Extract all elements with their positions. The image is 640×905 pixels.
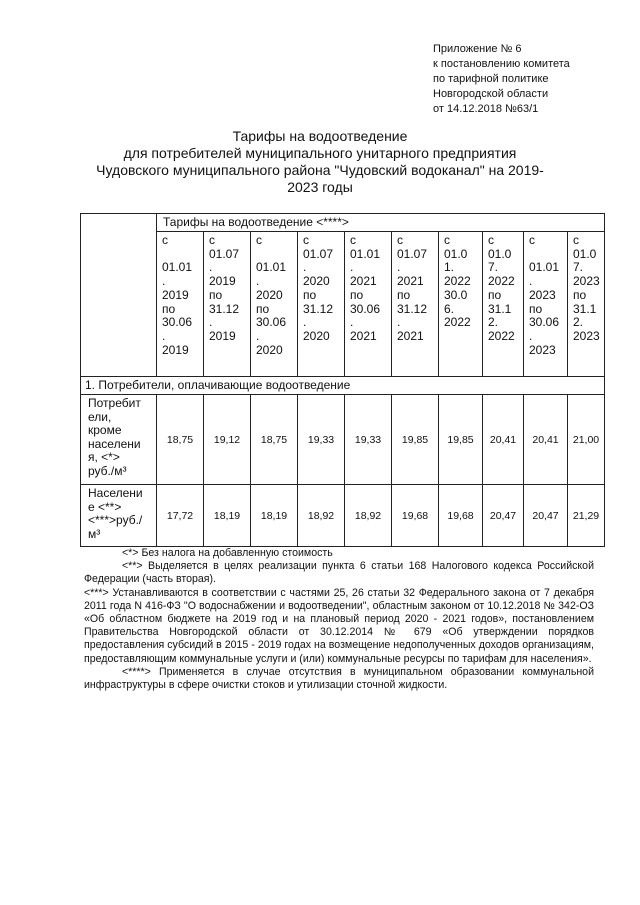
period-line: по	[303, 287, 317, 302]
row-label-consumers	[81, 395, 157, 485]
row-label-line: Населени	[88, 486, 143, 500]
period-line: по	[529, 301, 543, 316]
period-line	[162, 248, 199, 262]
period-line: 6.	[444, 301, 455, 316]
footnotes	[84, 547, 594, 692]
period-line: по	[256, 301, 270, 316]
value-cell: 20,47	[524, 485, 568, 547]
value-cell: 18,75	[251, 395, 298, 485]
appendix-line: Приложение № 6	[433, 43, 522, 55]
row-label-line: м³	[88, 526, 101, 541]
period-line: с	[488, 233, 494, 247]
period-header	[568, 232, 605, 377]
footnote-tax-code: <**> Выделяется в целях реализации пункта 6 статьи 168 Налогового кодекса Российской Федерации (часть вторая).	[84, 560, 594, 586]
period-line: 2022	[444, 274, 471, 289]
period-line: 2.	[573, 315, 584, 330]
period-line: 2020	[256, 342, 283, 357]
value-cell: 21,00	[568, 395, 605, 485]
period-line: по	[573, 287, 587, 302]
period-line: .	[209, 260, 213, 275]
footnote-vat: <*> Без налога на добавленную стоимость	[122, 547, 333, 559]
period-line: 7.	[573, 260, 584, 275]
period-line: с	[162, 233, 168, 247]
row-label-population	[81, 485, 157, 547]
period-line: 01.01	[350, 246, 381, 261]
period-line: 2020	[303, 274, 330, 289]
value-cell: 19,33	[345, 395, 392, 485]
section-row	[81, 377, 605, 395]
period-line: 30.0	[444, 287, 468, 302]
period-line: с	[303, 233, 309, 247]
period-line: 1.	[444, 260, 455, 275]
period-line: 2019	[209, 328, 236, 343]
period-line: 2021	[397, 274, 424, 289]
period-line: .	[397, 315, 401, 330]
period-line: .	[303, 260, 307, 275]
period-line: 01.0	[444, 246, 468, 261]
period-line: с	[444, 233, 450, 247]
row-label-line: <***>руб./	[88, 513, 143, 527]
period-line: по	[162, 301, 176, 316]
row-label-line: ели,	[88, 409, 112, 424]
period-line: 30.06	[256, 315, 287, 330]
period-line: 31.1	[573, 301, 597, 316]
period-line: 2019	[162, 342, 189, 357]
row-label-line: Потребит	[88, 396, 141, 410]
value-cell: 18,19	[204, 485, 251, 547]
value-cell: 20,47	[483, 485, 524, 547]
period-line: 01.07	[209, 246, 240, 261]
period-line: по	[488, 287, 502, 302]
table-row	[81, 485, 605, 547]
appendix-line: Новгородской области	[433, 88, 549, 100]
period-line: 2022	[444, 315, 471, 330]
period-line: 01.07	[303, 246, 334, 261]
period-line: 2021	[350, 274, 377, 289]
value-cell: 19,68	[392, 485, 439, 547]
period-header	[204, 232, 251, 377]
period-header	[483, 232, 524, 377]
period-line: 2023	[529, 342, 556, 357]
period-line: 31.12	[397, 301, 428, 316]
period-line: 2019	[209, 274, 236, 289]
period-line: по	[209, 287, 223, 302]
period-line: 2023	[573, 328, 600, 343]
period-header	[392, 232, 439, 377]
period-line: 2021	[397, 328, 424, 343]
period-line: 31.1	[488, 301, 512, 316]
period-line: .	[162, 274, 166, 289]
row-label-line: кроме	[88, 423, 122, 437]
row-label-line: руб./м³	[88, 463, 127, 478]
period-line: 31.12	[303, 301, 334, 316]
period-line: .	[162, 328, 166, 343]
tariff-table	[80, 213, 605, 547]
value-cell: 19,12	[204, 395, 251, 485]
appendix-line: к постановлению комитета	[433, 58, 570, 70]
period-line: с	[529, 233, 535, 247]
period-line: 01.01	[529, 260, 560, 275]
period-line: .	[256, 328, 260, 343]
period-line: 2019	[162, 287, 189, 302]
period-line: с	[397, 233, 403, 247]
period-line: 30.06	[529, 315, 560, 330]
period-line: 01.07	[397, 246, 428, 261]
period-line: по	[397, 287, 411, 302]
footnote-applicability: <****> Применяется в случае отсутствия в муниципальном образовании коммунальной инфраструктуры в сфере очистки стоков и утилизации сточной жидкости.	[84, 665, 594, 692]
period-line: по	[350, 287, 364, 302]
value-cell: 17,72	[157, 485, 204, 547]
period-header	[298, 232, 345, 377]
period-line: 31.12	[209, 301, 240, 316]
value-cell: 18,19	[251, 485, 298, 547]
value-cell: 19,33	[298, 395, 345, 485]
value-cell: 18,92	[345, 485, 392, 547]
period-line: с	[209, 233, 215, 247]
period-line: .	[303, 315, 307, 330]
period-line: 2020	[256, 287, 283, 302]
period-line: .	[209, 315, 213, 330]
row-label-line: населени	[88, 436, 141, 451]
period-line: 30.06	[162, 315, 193, 330]
period-line: 2023	[529, 287, 556, 302]
title-line: для потребителей муниципального унитарного предприятия	[123, 145, 517, 161]
period-line: .	[529, 274, 533, 289]
value-cell: 21,29	[568, 485, 605, 547]
row-label-line: е <**>	[88, 499, 122, 514]
period-header	[345, 232, 392, 377]
period-line	[256, 248, 293, 262]
value-cell: 18,75	[157, 395, 204, 485]
period-line: 2022	[488, 328, 515, 343]
period-line: 01.0	[488, 246, 512, 261]
title-line: 2023 годы	[287, 179, 353, 195]
appendix-line: от 14.12.2018 №63/1	[433, 103, 539, 115]
period-line: .	[350, 260, 354, 275]
period-header	[524, 232, 568, 377]
value-cell: 19,85	[392, 395, 439, 485]
period-row	[81, 232, 605, 377]
row-label-line: я, <*>	[88, 450, 120, 464]
period-line: 2022	[488, 274, 515, 289]
section-title: 1. Потребители, оплачивающие водоотведение	[81, 377, 605, 395]
value-cell: 20,41	[483, 395, 524, 485]
period-line: 30.06	[350, 301, 381, 316]
period-line: .	[529, 328, 533, 343]
period-line: .	[397, 260, 401, 275]
period-line: 01.0	[573, 246, 597, 261]
appendix-reference	[433, 42, 570, 117]
period-line: 01.01	[256, 260, 287, 275]
title-line: Тарифы на водоотведение	[232, 128, 408, 144]
period-line	[529, 248, 563, 262]
period-line: 2023	[573, 274, 600, 289]
period-header	[157, 232, 204, 377]
table-row	[81, 395, 605, 485]
document-title	[70, 128, 570, 196]
period-line: 7.	[488, 260, 499, 275]
value-cell: 18,92	[298, 485, 345, 547]
corner-cell	[81, 214, 157, 377]
appendix-line: по тарифной политике	[433, 73, 549, 85]
period-line: с	[350, 233, 356, 247]
period-line: 2021	[350, 328, 377, 343]
table-header-row	[81, 214, 605, 232]
value-cell: 19,68	[439, 485, 483, 547]
period-line: с	[573, 233, 579, 247]
period-line: .	[350, 315, 354, 330]
group-header: Тарифы на водоотведение <****>	[157, 214, 605, 232]
period-line: с	[256, 233, 262, 247]
value-cell: 20,41	[524, 395, 568, 485]
period-header	[439, 232, 483, 377]
period-line: 01.01	[162, 260, 193, 275]
title-line: Чудовского муниципального района "Чудовский водоканал" на 2019-	[96, 162, 544, 178]
period-line: .	[256, 274, 260, 289]
period-line: 2.	[488, 315, 499, 330]
period-line: 2020	[303, 328, 330, 343]
footnote-legal-basis: <***> Устанавливаются в соответствии с частями 25, 26 статьи 32 Федерального закона от 7 декабря 2011 года N 416-ФЗ "О водоснабжении и водоотведении", областным законом от 10.12.2018 № 342-ОЗ «Об областном бюджете на 2019 год и на плановый период 2020 - 2021 годов», постановлением Правительства Новгородской области от 30.12.2014 № 679 «Об утверждении порядков предоставления субсидий в 2015 - 2019 годах на возмещение недополученных доходов организациям, предоставляющим коммунальные услуги и (или) коммунальные ресурсы по тарифам для населения».	[84, 586, 594, 665]
period-header	[251, 232, 298, 377]
value-cell: 19,85	[439, 395, 483, 485]
